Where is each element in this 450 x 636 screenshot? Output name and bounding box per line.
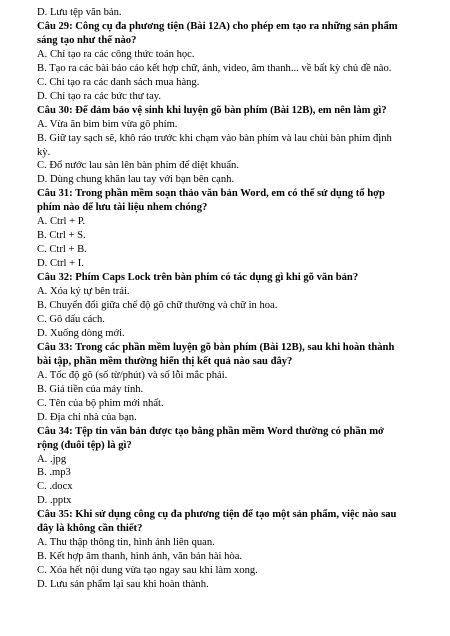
question-title: bài tập, phần mềm thường hiển thị kết quả nào sau đây?	[37, 355, 293, 367]
option-line: A. Thu thập thông tin, hình ảnh liên quan.	[37, 537, 215, 549]
option-line: B. Giá tiền của máy tính.	[37, 383, 144, 395]
option-line: B. Chuyển đổi giữa chế độ gõ chữ thường và chữ in hoa.	[37, 300, 278, 312]
option-line: C. Gõ dấu cách.	[37, 313, 105, 325]
question-block	[37, 425, 413, 509]
question-title: Câu 35: Khi sử dụng công cụ đa phương tiện để tạo một sản phẩm, việc nào sau	[37, 509, 397, 521]
question-block	[37, 20, 413, 104]
question-block	[37, 271, 413, 341]
question-block	[37, 104, 413, 188]
question-block	[37, 341, 413, 425]
option-line: D. .pptx	[37, 495, 72, 507]
option-line: A. .jpg	[37, 453, 67, 465]
question-block	[37, 187, 413, 271]
option-line: A. Tốc độ gõ (số từ/phút) và số lỗi mắc phải.	[37, 369, 228, 381]
option-line: B. Tạo ra các bài báo cáo kết hợp chữ, ảnh, video, âm thanh... về bất kỳ chủ đề nào.	[37, 62, 392, 74]
option-line: C. Chỉ tạo ra các danh sách mua hàng.	[37, 76, 200, 88]
option-line: C. Xóa hết nội dung vừa tạo ngay sau khi làm xong.	[37, 565, 258, 577]
option-line: C. .docx	[37, 481, 73, 493]
option-line: D. Xuống dòng mới.	[37, 327, 125, 339]
option-line: C. Tên của bộ phim mới nhất.	[37, 397, 164, 409]
question-title: rộng (đuôi tệp) là gì?	[37, 439, 132, 451]
option-line: B. .mp3	[37, 467, 71, 479]
question-title: đây là không cần thiết?	[37, 523, 143, 535]
question-block	[37, 508, 413, 592]
option-line: kỳ.	[37, 146, 51, 158]
question-title: sáng tạo như thế nào?	[37, 34, 137, 46]
question-title: phím nào để lưu tài liệu nhem chóng?	[37, 202, 208, 214]
option-line: C. Ctrl + B.	[37, 244, 87, 256]
question-title: Câu 31: Trong phần mềm soạn thảo văn bản Word, em có thể sử dụng tổ hợp	[37, 188, 385, 200]
option-line: A. Ctrl + P.	[37, 216, 86, 228]
option-line: A. Vừa ăn bim bim vừa gõ phím.	[37, 118, 178, 130]
option-line: B. Kết hợp âm thanh, hình ảnh, văn bản hài hòa.	[37, 551, 243, 563]
option-line: B. Giữ tay sạch sẽ, khô ráo trước khi chạm vào bàn phím và lau chùi bàn phím định	[37, 132, 392, 144]
option-line: D. Lưu tệp văn bản.	[37, 7, 122, 18]
option-line: D. Ctrl + I.	[37, 258, 84, 270]
question-title: Câu 34: Tệp tin văn bản được tạo bằng phần mềm Word thường có phần mở	[37, 425, 384, 437]
question-title: Câu 33: Trong các phần mềm luyện gõ bàn phím (Bài 12B), sau khi hoàn thành	[37, 341, 395, 353]
option-line: D. Lưu sản phẩm lại sau khi hoàn thành.	[37, 579, 209, 591]
option-line: D. Chỉ tạo ra các bức thư tay.	[37, 90, 162, 102]
option-line: D. Địa chỉ nhà của bạn.	[37, 411, 137, 423]
option-line: C. Đổ nước lau sàn lên bàn phím để diệt khuẩn.	[37, 160, 239, 172]
question-title: Câu 30: Để đảm bảo vệ sinh khi luyện gõ bàn phím (Bài 12B), em nên làm gì?	[37, 104, 387, 116]
option-line: A. Chỉ tạo ra các công thức toán học.	[37, 48, 195, 60]
option-line: B. Ctrl + S.	[37, 230, 86, 242]
question-title: Câu 29: Công cụ đa phương tiện (Bài 12A) cho phép em tạo ra những sản phẩm	[37, 20, 398, 32]
option-line: A. Xóa ký tự bên trái.	[37, 286, 130, 298]
question-title: Câu 32: Phím Caps Lock trên bàn phím có tác dụng gì khi gõ văn bản?	[37, 272, 359, 284]
option-line: D. Dùng chung khăn lau tay với bạn bên cạnh.	[37, 174, 235, 186]
